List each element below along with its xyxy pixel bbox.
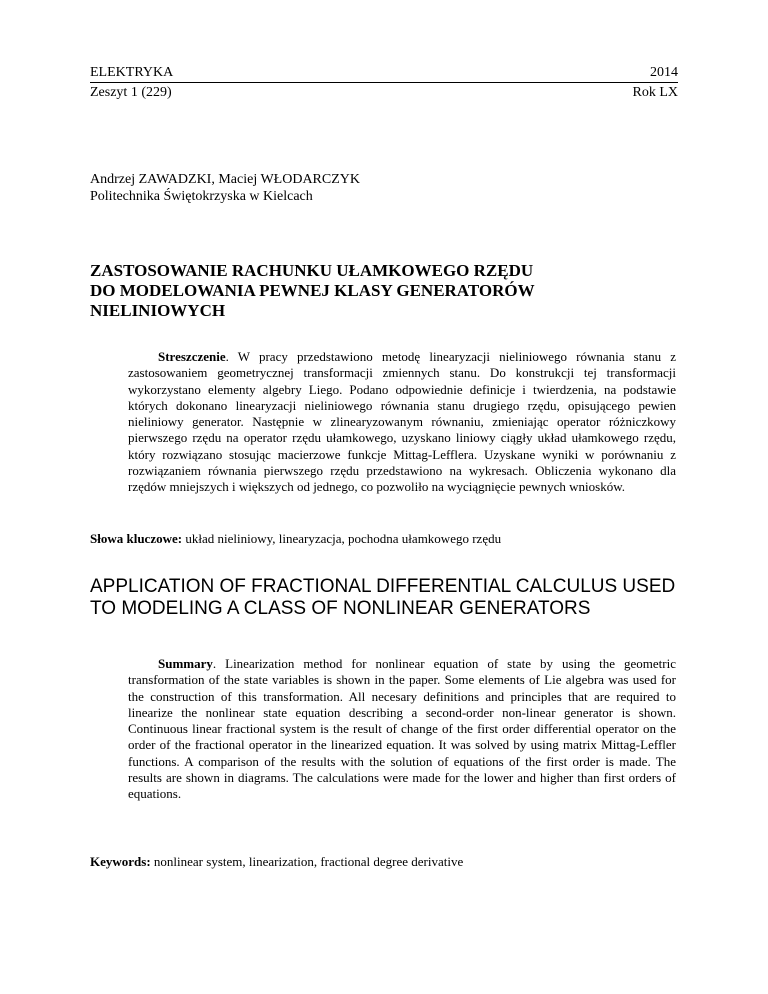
- keywords-polish: [90, 531, 690, 547]
- title-polish: [90, 261, 710, 321]
- title-english-line: TO MODELING A CLASS OF NONLINEAR GENERATORS: [90, 598, 591, 619]
- title-english: [90, 576, 710, 620]
- abstract-polish-label: Streszczenie: [158, 349, 226, 364]
- journal-volume: Rok LX: [632, 85, 678, 100]
- title-polish-line: NIELINIOWYCH: [90, 301, 226, 320]
- keywords-polish-text: układ nieliniowy, linearyzacja, pochodna ułamkowego rzędu: [182, 531, 502, 546]
- journal-name: ELEKTRYKA: [90, 65, 174, 80]
- keywords-polish-label: Słowa kluczowe:: [90, 531, 183, 546]
- header-divider: [90, 82, 678, 83]
- title-english-line: APPLICATION OF FRACTIONAL DIFFERENTIAL CALCULUS USED: [90, 576, 676, 597]
- author-names: Andrzej ZAWADZKI, Maciej WŁODARCZYK: [90, 172, 360, 187]
- journal-issue: Zeszyt 1 (229): [90, 85, 172, 100]
- title-polish-line: ZASTOSOWANIE RACHUNKU UŁAMKOWEGO RZĘDU: [90, 261, 534, 280]
- journal-year: 2014: [650, 65, 678, 80]
- journal-header: [90, 64, 678, 101]
- keywords-english: [90, 854, 690, 870]
- abstract-english: [128, 656, 676, 803]
- abstract-english-text: . Linearization method for nonlinear equation of state by using the geometric transformation of the state variables is shown in the paper. Some elements of Lie algebra was used for the construction of this transformation. All necesary definitions and principles that are required to linearize the nonlinear state equation describing a second-order non-linear generator is shown. Continuous linear fractional system is the result of change of the first order differential operator on the order of the fractional operator in the linearized equation. It was solved by using matrix Mittag-Leffler functions. A comparison of the results with the solution of equations of the first order is made. The results are shown in diagrams. The calculations were made for the lower and higher than first orders of equations.: [128, 656, 676, 802]
- abstract-polish-text: . W pracy przedstawiono metodę linearyzacji nieliniowego równania stanu z zastosowaniem geometrycznej transformacji zmiennych stanu. Do konstrukcji tej transformacji wykorzystano elementy algebry Liego. Podano odpowiednie definicje i twierdzenia, na podstawie których dokonano linearyzacji nieliniowego równania stanu drugiego rzędu, opisującego pewien nieliniowy generator. Następnie w zlinearyzowanym równaniu, zmieniając operator różniczkowy pierwszego rzędu na operator rzędu ułamkowego, uzyskano liniowy ciągły układ ułamkowego rzędu, który rozwiązano stosując macierzowe funkcje Mittag-Lefflera. Uzyskane wyniki w porównaniu z rozwiązaniem równania pierwszego rzędu przedstawiono na wykresach. Obliczenia wykonano dla rzędów mniejszych i większych od jednego, co pozwoliło na wyciągnięcie pewnych wniosków.: [128, 349, 676, 495]
- title-polish-line: DO MODELOWANIA PEWNEJ KLASY GENERATORÓW: [90, 281, 535, 300]
- keywords-english-text: nonlinear system, linearization, fractional degree derivative: [150, 854, 464, 869]
- abstract-polish: [128, 349, 676, 496]
- author-block: [90, 171, 360, 205]
- abstract-english-label: Summary: [158, 656, 213, 671]
- keywords-english-label: Keywords:: [90, 854, 151, 869]
- author-affiliation: Politechnika Świętokrzyska w Kielcach: [90, 189, 313, 204]
